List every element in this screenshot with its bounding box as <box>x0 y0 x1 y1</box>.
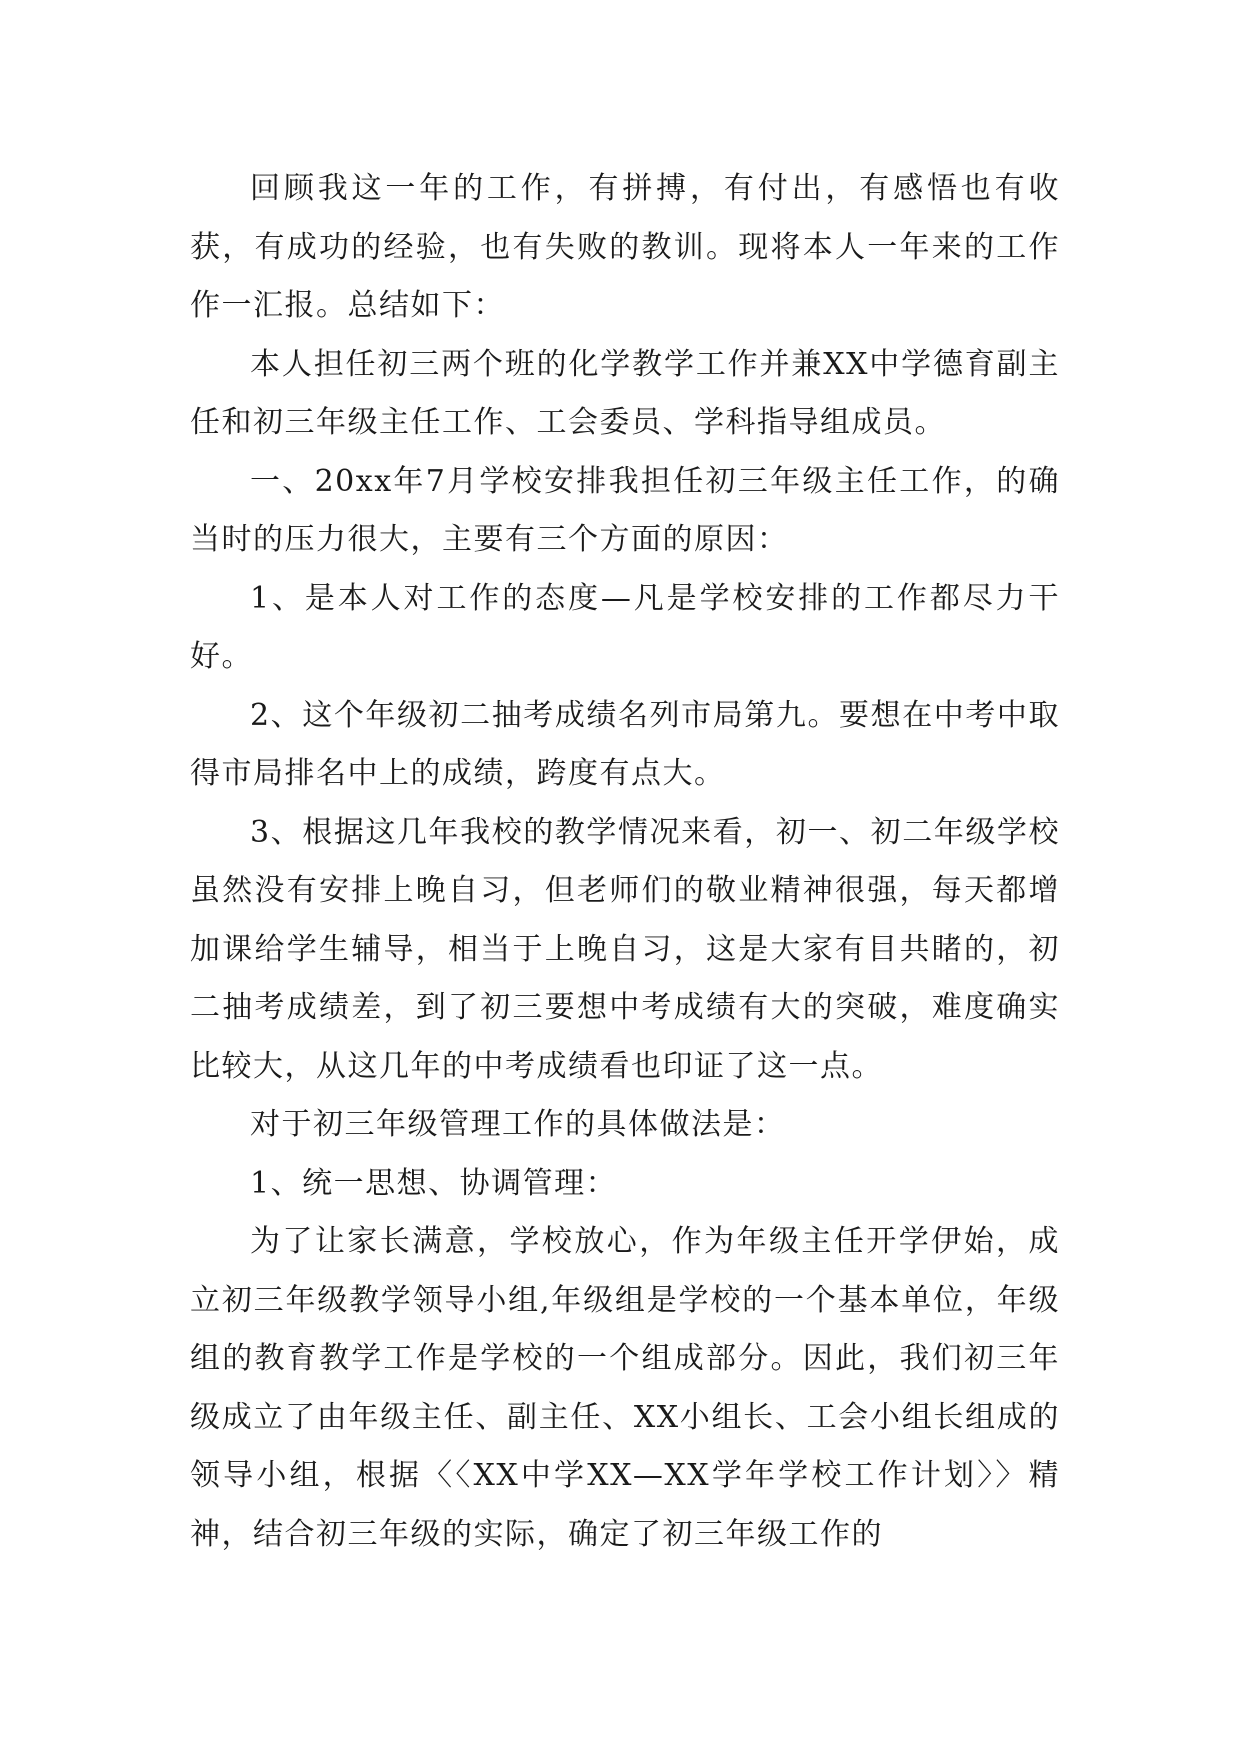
paragraph-method-1-body: 为了让家长满意，学校放心，作为年级主任开学伊始，成立初三年级教学领导小组,年级组是学校的一个基本单位，年级组的教育教学工作是学校的一个组成部分。因此，我们初三年级成立了由年级主任、副主任、XX小组长、工会小组长组成的领导小组，根据〈〈XX中学XX—XX学年学校工作计划〉〉精神，结合初三年级的实际，确定了初三年级工作的 <box>190 1224 1060 1552</box>
paragraph-reason-3: 3、根据这几年我校的教学情况来看，初一、初二年级学校虽然没有安排上晚自习，但老师们的敬业精神很强，每天都增加课给学生辅导，相当于上晚自习，这是大家有目共睹的，初二抽考成绩差，到了初三要想中考成绩有大的突破，难度确实比较大，从这几年的中考成绩看也印证了这一点。 <box>190 814 1060 1084</box>
paragraph-role: 本人担任初三两个班的化学教学工作并兼XX中学德育副主任和初三年级主任工作、工会委员、学科指导组成员。 <box>190 346 1060 440</box>
paragraph-intro: 回顾我这一年的工作，有拼搏，有付出，有感悟也有收获，有成功的经验，也有失败的教训。现将本人一年来的工作作一汇报。总结如下： <box>190 171 1060 323</box>
paragraph-section-one: 一、20xx年7月学校安排我担任初三年级主任工作，的确当时的压力很大，主要有三个方面的原因： <box>190 463 1060 557</box>
paragraph-methods-heading: 对于初三年级管理工作的具体做法是： <box>250 1107 786 1142</box>
document-body <box>190 160 1060 1564</box>
paragraph-method-1-heading: 1、统一思想、协调管理： <box>250 1165 618 1201</box>
paragraph-reason-1: 1、是本人对工作的态度—凡是学校安排的工作都尽力干好。 <box>190 580 1060 674</box>
paragraph-reason-2: 2、这个年级初二抽考成绩名列市局第九。要想在中考中取得市局排名中上的成绩，跨度有点大。 <box>190 697 1060 791</box>
